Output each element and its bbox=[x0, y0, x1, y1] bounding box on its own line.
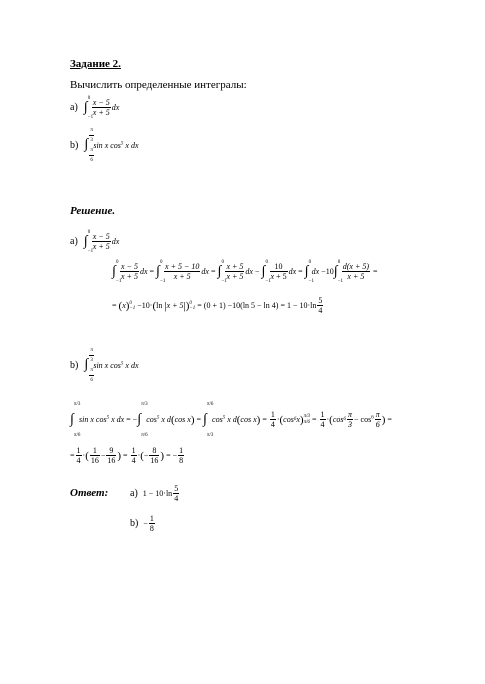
page-title: Задание 2. bbox=[70, 58, 121, 70]
answer-b: b) − $\frac{1}{8}$ bbox=[130, 514, 154, 533]
answer-a: a) 1 − 10·ln $\frac{5}{4}$ bbox=[130, 484, 179, 503]
task-b: b) ∫ $\frac{\pi}{3}$ $\frac{\pi}{6}$ sin x $\cos^5 x$ dx bbox=[70, 128, 139, 163]
task-a-label: a) bbox=[70, 102, 78, 113]
task-a: a) ∫ 0 −1 $\frac{x - 5}{x + 5}$ dx bbox=[70, 95, 120, 120]
solution-a-label: a) bbox=[70, 236, 78, 247]
solution-title: Решение. bbox=[70, 205, 116, 217]
solution-b-integral: b) ∫ $\frac{\pi}{3}$ $\frac{\pi}{6}$ sin x $\cos^5 x$ dx bbox=[70, 348, 139, 383]
task-text: Вычислить определенные интегралы: bbox=[70, 79, 247, 91]
answer-a-label: a) bbox=[130, 488, 138, 499]
solution-b-step2: = $\frac{1}{4}$ · ( $\frac{1}{16}$ − $\frac{9}{16}$ ) = $\frac{1}{4}$ · ( − $\frac{8}{16}$ ) = − $\frac{1}{8}$ bbox=[70, 446, 184, 465]
solution-a-integral: a) ∫ 0 −1 $\frac{x - 5}{x + 5}$ dx bbox=[70, 229, 120, 254]
solution-a-step1: ∫ 0 −1 $\frac{x - 5}{x + 5}$ dx = ∫ 0 −1 $\frac{x + 5 - 10}{x + 5}$ dx = ∫ 0 −1 $\frac{x + 5}{x + 5}$ dx − ∫ 0 −1 $\frac{10}{x + 5}$ dx = ∫ 0 −1 dx −10 ∫ 0 −1 $\frac{d(x + 5)}{x + 5}$ = bbox=[112, 259, 378, 284]
solution-a-step2: = ( x ) 0 −1 −10· ( ln | x + 5 | ) 0 −1 = (0 + 1) −10(ln 5 − ln 4) = 1 − 10·ln $\frac{5}{4}$ bbox=[112, 296, 323, 315]
task-b-label: b) bbox=[70, 139, 79, 151]
solution-b-label: b) bbox=[70, 359, 79, 371]
integral-sign-icon: ∫ $\frac{\pi}{3}$ $\frac{\pi}{6}$ bbox=[84, 348, 93, 383]
answer-b-label: b) bbox=[130, 518, 139, 529]
integral-sign-icon: ∫ 0 −1 bbox=[83, 95, 94, 120]
integral-sign-icon: ∫ 0 −1 bbox=[83, 229, 94, 254]
solution-b-step1: ∫ π/3 π/6 sin x $\cos^5 x$ dx = − ∫ π/3 π/6 $\cos^5 x$ d ( cos x ) = ∫ π/6 π/3 $\cos^5 x$ d ( cos x ) = $\frac{1}{4}$ · ( cos 6 x ) π/3 π/6 = $\frac{1}{4}$ · ( cos 6 $\frac{\pi}{3}$ − $\cos^6$ $\frac{\pi}{6}$ ) = bbox=[70, 401, 392, 438]
answer-label: Ответ: bbox=[70, 487, 109, 499]
integral-sign-icon: ∫ $\frac{\pi}{3}$ $\frac{\pi}{6}$ bbox=[84, 128, 93, 163]
